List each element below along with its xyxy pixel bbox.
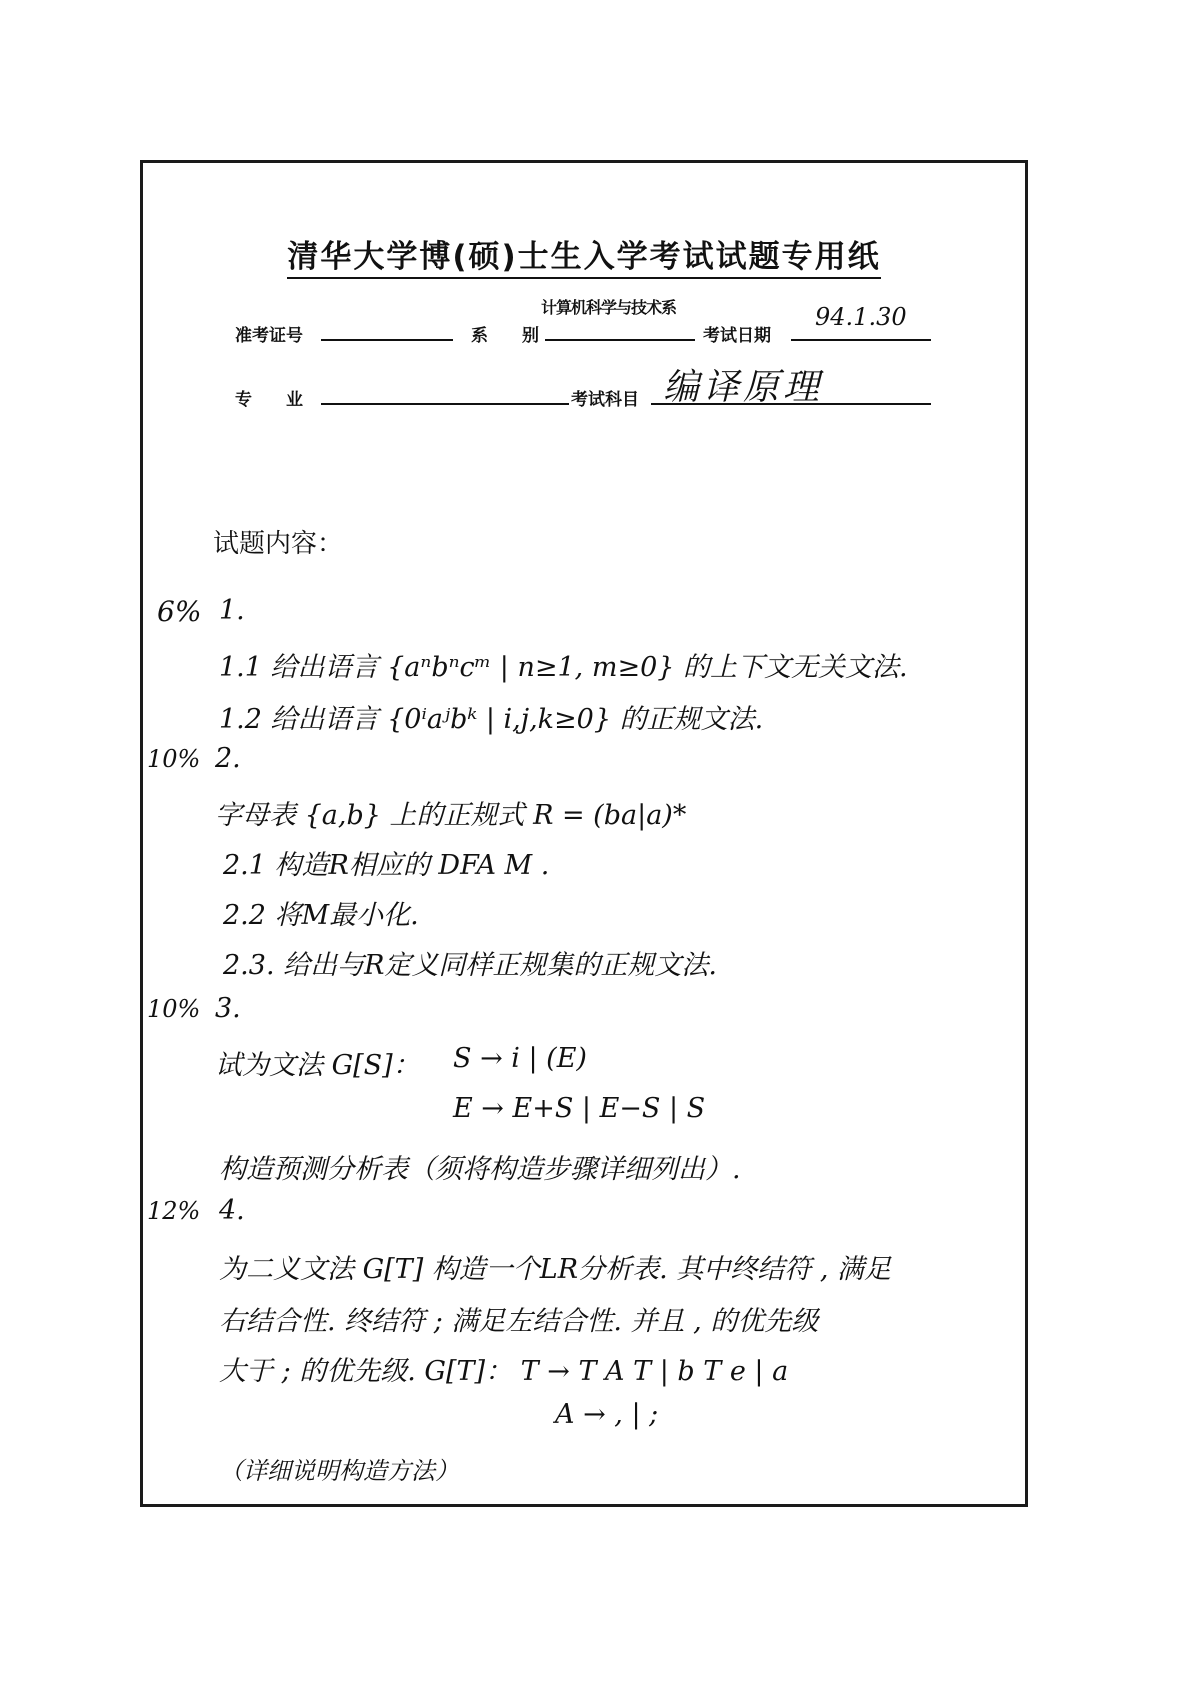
q2-item-3: 2.3. 给出与R定义同样正规集的正规文法.: [223, 950, 718, 981]
date-line: [791, 339, 931, 341]
q1-item-1: 1.1 给出语言 {aⁿbⁿcᵐ | n≥1, m≥0} 的上下文无关文法.: [219, 652, 908, 683]
dept-stamp: 计算机科学与技术系: [541, 298, 677, 317]
major-line: [321, 403, 569, 405]
q4-rule-2: A → , | ;: [555, 1399, 659, 1430]
content-heading: 试题内容：: [213, 529, 344, 559]
dept-line: [545, 339, 695, 341]
q4-note: （详细说明构造方法）: [219, 1457, 459, 1485]
q3-rule-2: E → E+S | E−S | S: [453, 1093, 706, 1124]
q2-item-1: 2.1 构造R相应的 DFA M .: [223, 850, 550, 881]
q3-grammar-label: 试为文法 G[S]：: [215, 1050, 420, 1081]
q1-number: 1.: [219, 595, 245, 626]
major-label: 专 业: [235, 390, 303, 410]
q4-line-1: 为二义文法 G[T] 构造一个LR分析表. 其中终结符 , 满足: [219, 1254, 891, 1285]
dept-label: 系 别: [471, 326, 539, 346]
q3-rule-1: S → i | (E): [453, 1043, 587, 1074]
q2-intro: 字母表 {a,b} 上的正规式 R = (ba|a)*: [215, 800, 687, 831]
q4-number: 4.: [219, 1195, 245, 1226]
q3-points: 10%: [147, 995, 201, 1023]
q2-points: 10%: [147, 745, 201, 773]
q1-item-2: 1.2 给出语言 {0ⁱaʲbᵏ | i,j,k≥0} 的正规文法.: [219, 704, 764, 735]
subject-value: 编译原理: [663, 367, 824, 408]
q4-line-2: 右结合性. 终结符 ; 满足左结合性. 并且 , 的优先级: [219, 1306, 819, 1337]
exam-sheet: [140, 160, 1028, 1507]
q3-task: 构造预测分析表（须将构造步骤详细列出）.: [219, 1154, 741, 1185]
q2-item-2: 2.2 将M最小化.: [223, 900, 419, 931]
page-title: 清华大学博(硕)士生入学考试试题专用纸: [143, 231, 1025, 276]
q4-points: 12%: [147, 1197, 201, 1225]
q3-number: 3.: [215, 993, 241, 1024]
subject-label: 考试科目: [571, 390, 639, 410]
q4-line-3: 大于 ; 的优先级. G[T]： T → T A T | b T e | a: [219, 1356, 789, 1387]
q2-number: 2.: [215, 743, 241, 774]
exam-id-line: [321, 339, 453, 341]
exam-id-label: 准考证号: [235, 326, 303, 346]
date-value: 94.1.30: [815, 303, 907, 331]
q1-points: 6%: [157, 595, 202, 628]
date-label: 考试日期: [703, 326, 771, 346]
